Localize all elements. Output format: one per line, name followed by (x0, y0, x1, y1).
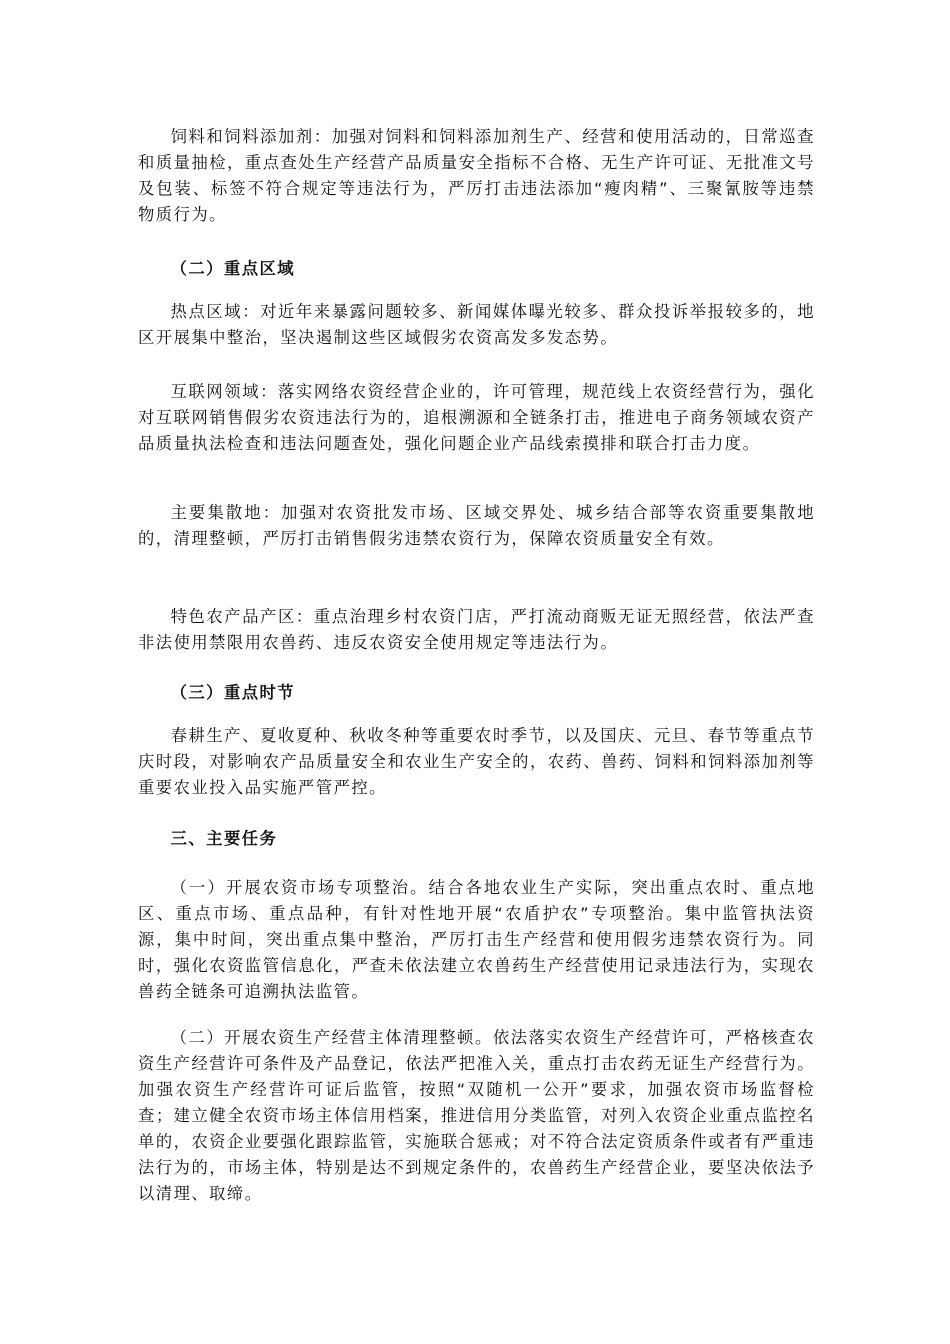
paragraph-specialty-areas: 特色农产品产区：重点治理乡村农资门店，严打流动商贩无证无照经营，依法严查非法使用禁限用农兽药、违反农资安全使用规定等违法行为。 (138, 607, 815, 652)
paragraph-hotspot-areas: 热点区域：对近年来暴露问题较多、新闻媒体曝光较多、群众投诉举报较多的，地区开展集中整治，坚决遏制这些区域假劣农资高发多发态势。 (138, 302, 815, 347)
section-heading-main-tasks: 三、主要任务 (170, 829, 278, 848)
paragraph-seasons: 春耕生产、夏收夏种、秋收冬种等重要农时季节，以及国庆、元旦、春节等重点节庆时段，对影响农产品质量安全和农业生产安全的，农药、兽药、饲料和饲料添加剂等重要农业投入品实施严管严控。 (138, 726, 815, 797)
paragraph-task-2: （二）开展农资生产经营主体清理整顿。依法落实农资生产经营许可，严格核查农资生产经营许可条件及产品登记，依法严把准入关，重点打击农药无证生产经营行为。加强农资生产经营许可证后监管，按照“双随机一公开”要求，加强农资市场监督检查；建立健全农资市场主体信用档案，推进信用分类监管，对列入农资企业重点监控名单的，农资企业要强化跟踪监管，实施联合惩戒；对不符合法定资质条件或者有严重违法行为的，市场主体，特别是达不到规定条件的，农兽药生产经营企业，要坚决依法予以清理、取缔。 (138, 1028, 815, 1203)
paragraph-internet-field: 互联网领域：落实网络农资经营企业的，许可管理，规范线上农资经营行为，强化对互联网销售假劣农资违法行为的，追根溯源和全链条打击，推进电子商务领域农资产品质量执法检查和违法问题查处，强化问题企业产品线索摸排和联合打击力度。 (138, 382, 815, 453)
paragraph-feed-additives: 饲料和饲料添加剂：加强对饲料和饲料添加剂生产、经营和使用活动的，日常巡查和质量抽检，重点查处生产经营产品质量安全指标不合格、无生产许可证、无批准文号及包装、标签不符合规定等违法行为，严厉打击违法添加“瘦肉精”、三聚氰胺等违禁物质行为。 (138, 127, 815, 224)
paragraph-task-1: （一）开展农资市场专项整治。结合各地农业生产实际，突出重点农时、重点地区、重点市场、重点品种，有针对性地开展“农盾护农”专项整治。集中监管执法资源，集中时间，突出重点集中整治，严厉打击生产经营和使用假劣违禁农资行为。同时，强化农资监管信息化，严查未依法建立农兽药生产经营使用记录违法行为，实现农兽药全链条可追溯执法监管。 (138, 878, 815, 1001)
section-heading-key-areas: （二）重点区域 (170, 259, 296, 278)
paragraph-distribution-centers: 主要集散地：加强对农资批发市场、区域交界处、城乡结合部等农资重要集散地的，清理整顿，严厉打击销售假劣违禁农资行为，保障农资质量安全有效。 (138, 503, 815, 548)
section-heading-key-seasons: （三）重点时节 (170, 683, 296, 702)
